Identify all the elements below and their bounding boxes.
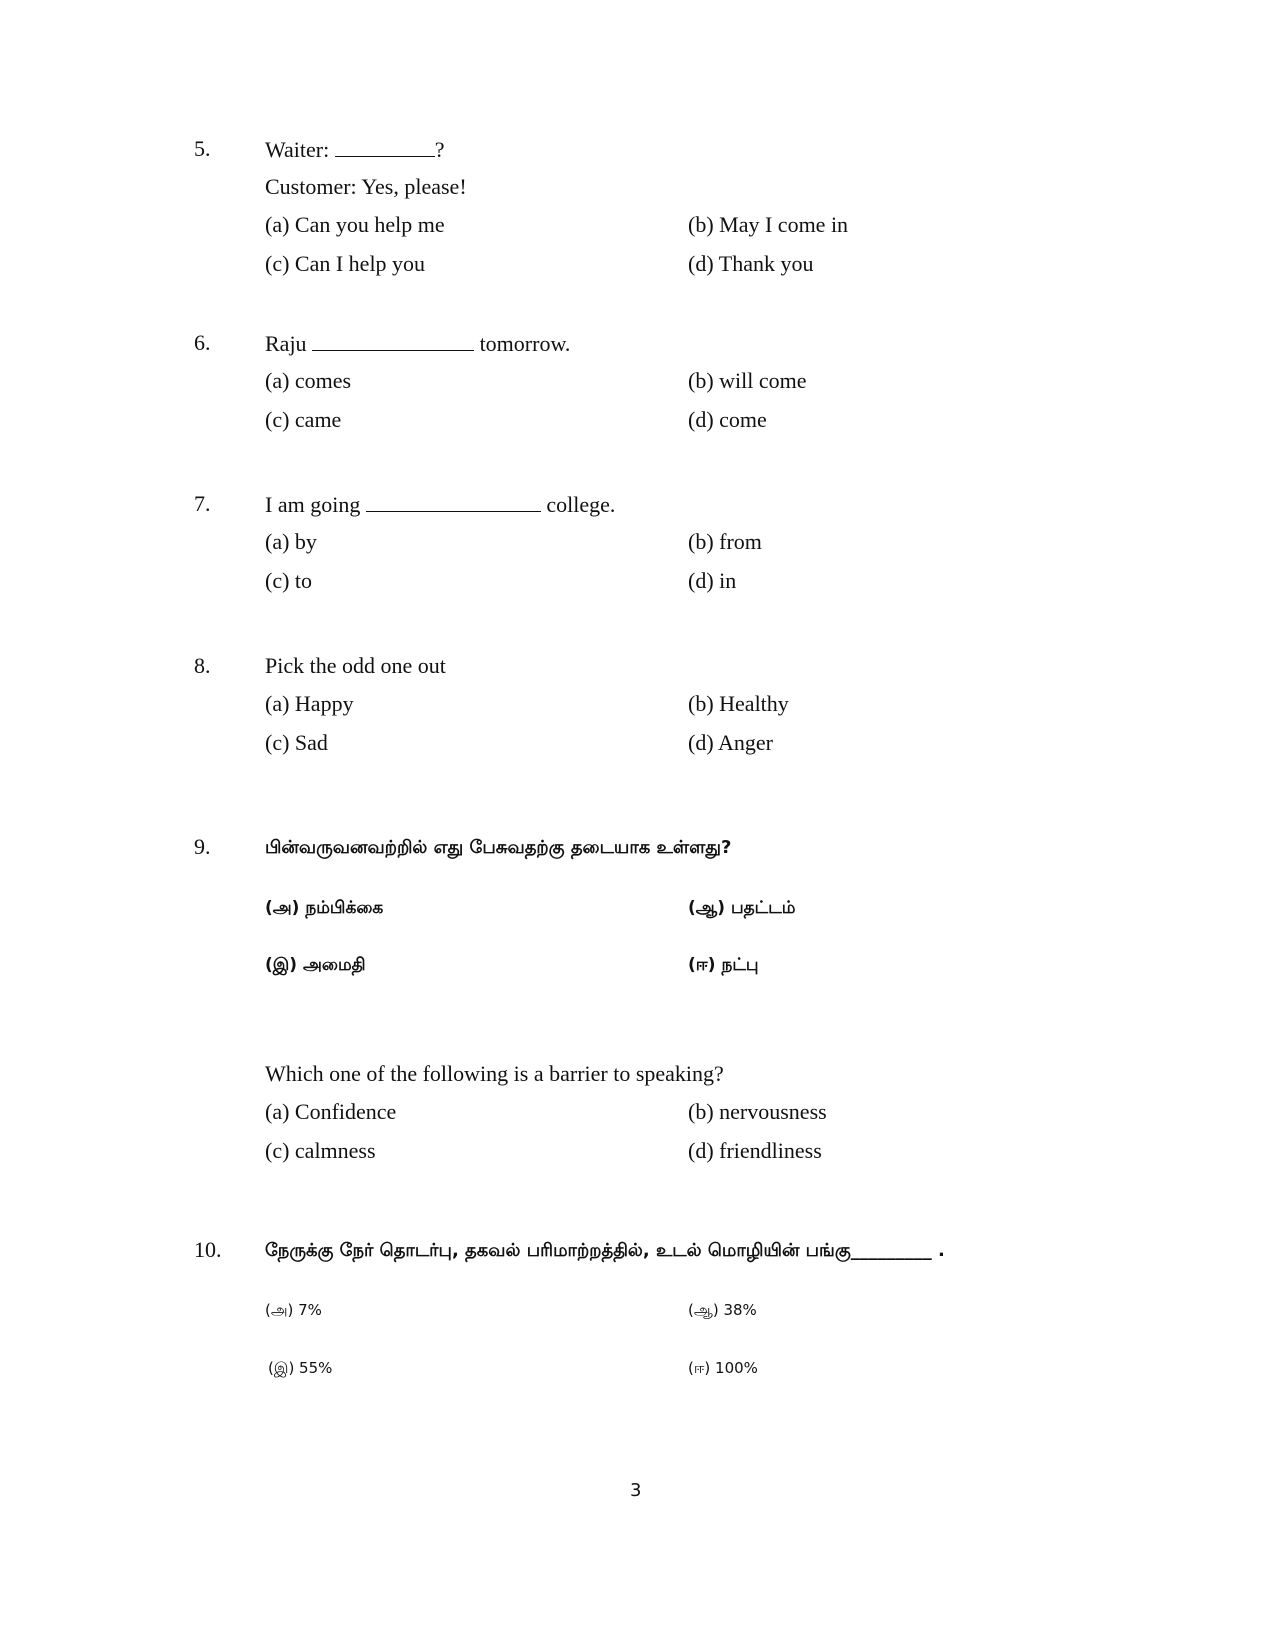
tamil-option-a: (அ) 7%	[265, 1301, 322, 1319]
question-text-tamil: பின்வருவனவற்றில் எது பேசுவதற்கு தடையாக உள்ளது?	[265, 837, 732, 858]
option-d: (d) in	[688, 568, 737, 593]
question-text	[265, 491, 615, 518]
question-number: 8.	[194, 653, 211, 678]
question-number: 6.	[194, 330, 211, 355]
option-c: (c) Sad	[265, 730, 328, 755]
tamil-option-c: (இ) அமைதி	[265, 955, 366, 975]
tamil-option-c: (இ) 55%	[268, 1359, 333, 1377]
option-b: (b) nervousness	[688, 1099, 827, 1124]
question-text: Pick the odd one out	[265, 653, 446, 678]
question-number: 9.	[194, 834, 211, 859]
option-a: (a) Confidence	[265, 1099, 397, 1124]
question-text-part: tomorrow.	[474, 331, 571, 356]
option-d: (d) Anger	[688, 730, 773, 755]
option-b: (b) will come	[688, 368, 807, 393]
option-d: (d) come	[688, 407, 767, 432]
question-number: 10.	[194, 1237, 222, 1262]
tamil-option-d: (ஈ) நட்பு	[688, 955, 759, 975]
question-text-english: Which one of the following is a barrier to speaking?	[265, 1061, 724, 1086]
question-number: 7.	[194, 491, 211, 516]
question-text-tamil: நேருக்கு நேர் தொடர்பு, தகவல் பரிமாற்றத்தில், உடல் மொழியின் பங்கு_________ .	[265, 1240, 945, 1261]
question-text-part: I am going	[265, 492, 366, 517]
tamil-option-d: (ஈ) 100%	[688, 1359, 758, 1377]
tamil-option-b: (ஆ) பதட்டம்	[688, 898, 796, 918]
question-number: 5.	[194, 136, 211, 161]
question-text-part: Raju	[265, 331, 313, 356]
page-number: 3	[630, 1480, 642, 1501]
question-subtext: Customer: Yes, please!	[265, 174, 467, 199]
option-c: (c) calmness	[265, 1138, 376, 1163]
option-c: (c) Can I help you	[265, 251, 426, 276]
answer-blank	[335, 136, 435, 157]
option-b: (b) from	[688, 529, 762, 554]
option-a: (a) by	[265, 529, 317, 554]
option-b: (b) May I come in	[688, 212, 849, 237]
option-d: (d) friendliness	[688, 1138, 822, 1163]
question-text	[265, 330, 570, 357]
option-a: (a) Happy	[265, 691, 354, 716]
option-a: (a) comes	[265, 368, 352, 393]
question-text-part: college.	[540, 492, 616, 517]
question-text-part: Waiter:	[265, 137, 335, 162]
answer-blank	[312, 330, 474, 351]
question-text	[265, 136, 444, 163]
option-a: (a) Can you help me	[265, 212, 445, 237]
option-c: (c) came	[265, 407, 342, 432]
tamil-option-b: (ஆ) 38%	[688, 1301, 757, 1319]
question-text-part: ?	[434, 137, 445, 162]
option-d: (d) Thank you	[688, 251, 814, 276]
option-c: (c) to	[265, 568, 313, 593]
tamil-option-a: (அ) நம்பிக்கை	[265, 898, 384, 918]
option-b: (b) Healthy	[688, 691, 789, 716]
answer-blank	[366, 491, 541, 512]
